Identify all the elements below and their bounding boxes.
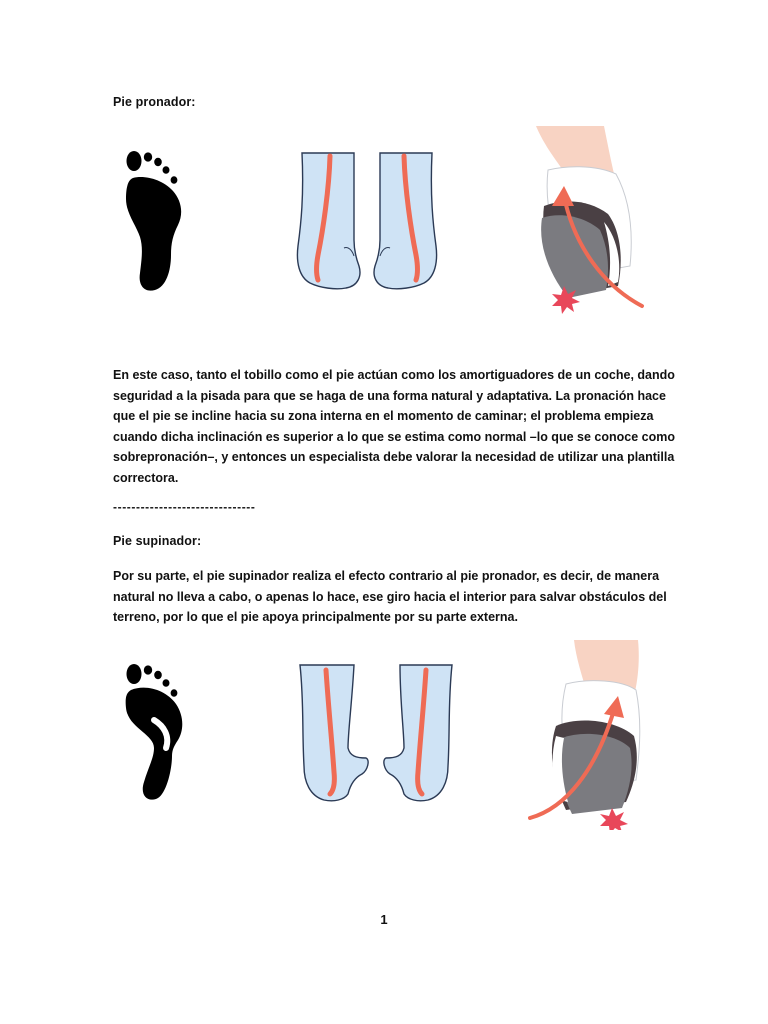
supinator-paragraph — [113, 566, 667, 628]
paragraph-line: que el pie se incline hacia su zona interna en el momento de caminar; el problema empieza — [113, 409, 654, 424]
supinator-heading: Pie supinador: — [113, 534, 202, 548]
pronator-heel-illustration — [534, 126, 650, 318]
paragraph-line: natural no lleva a cabo, o apenas lo hace, ese giro hacia el interior para salvar obstáculos del — [113, 589, 667, 604]
paragraph-line: terreno, por lo que el pie apoya principalmente por su parte externa. — [113, 610, 518, 625]
pronator-paragraph — [113, 365, 675, 489]
pronator-socks-illustration — [296, 150, 438, 292]
pronator-heading: Pie pronador: — [113, 95, 196, 109]
supinator-socks-illustration — [296, 662, 456, 804]
page-number: 1 — [380, 912, 388, 927]
supinator-heel-illustration — [526, 640, 650, 830]
section-divider: ------------------------------- — [113, 500, 256, 514]
paragraph-line: En este caso, tanto el tobillo como el pie actúan como los amortiguadores de un coche, dando — [113, 368, 675, 382]
paragraph-line: seguridad a la pisada para que se haga de una forma natural y adaptativa. La pronación hace — [113, 388, 666, 403]
paragraph-line: correctora. — [113, 470, 179, 485]
pronator-footprint-icon — [118, 147, 188, 293]
paragraph-line: cuando dicha inclinación es superior a lo que se estima como normal –lo que se conoce como — [113, 429, 675, 444]
supinator-footprint-icon — [118, 660, 188, 802]
paragraph-line: sobrepronación–, y entonces un especialista debe valorar la necesidad de utilizar una plantilla — [113, 450, 675, 465]
paragraph-line: Por su parte, el pie supinador realiza el efecto contrario al pie pronador, es decir, de manera — [113, 569, 660, 583]
